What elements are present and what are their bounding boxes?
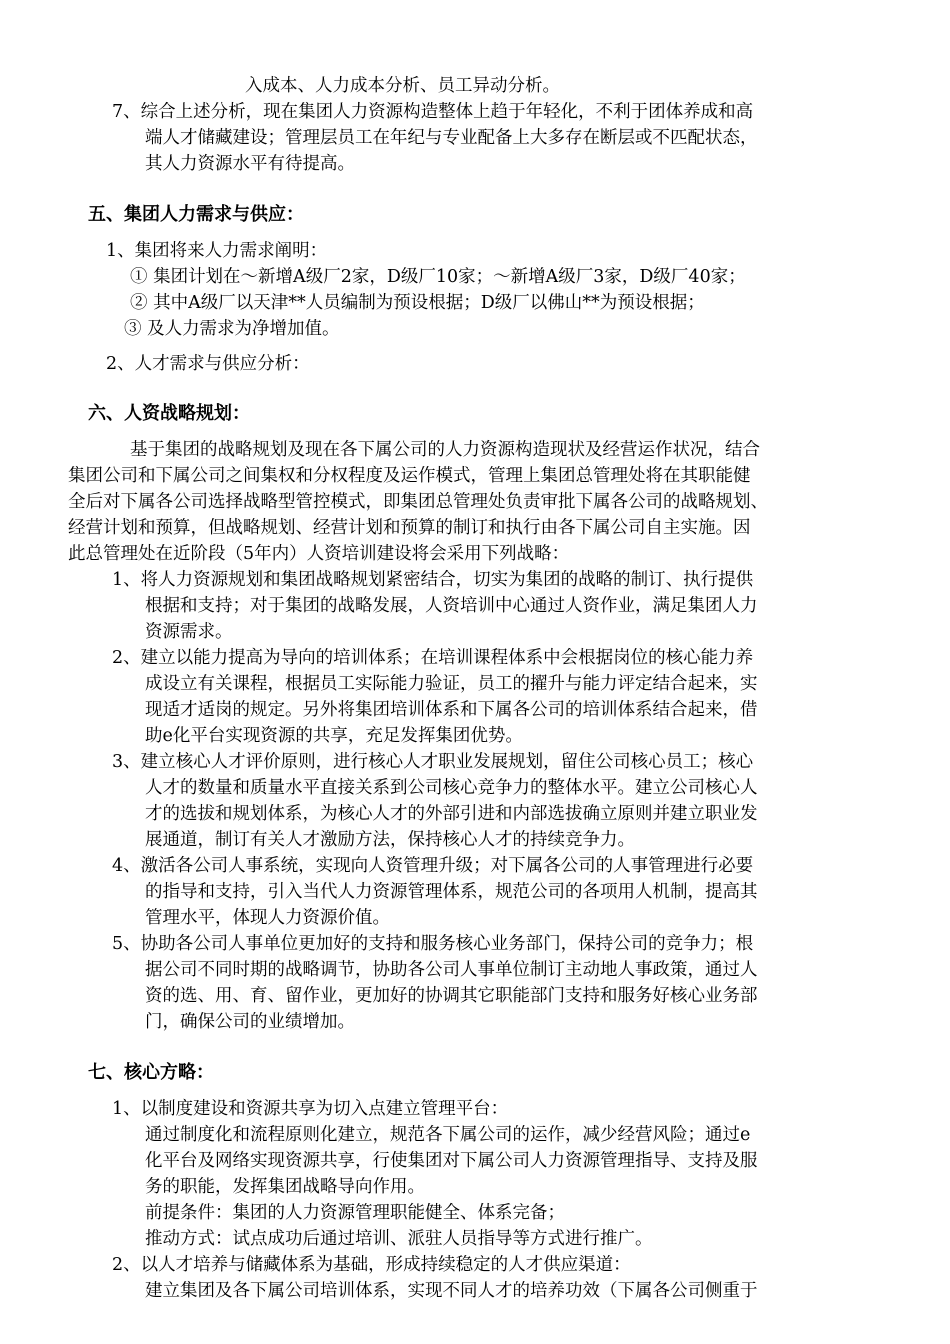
list-item-7: 7、综合上述分析，现在集团人力资源构造整体上趋于年轻化，不利于团体养成和高 [112, 102, 754, 122]
list-item-cont: 据公司不同时期的战略调节，协助各公司人事单位制订主动地人事政策，通过人 [145, 960, 758, 980]
list-item-cont: 的指导和支持，引入当代人力资源管理体系，规范公司的各项用人机制，提高其 [145, 882, 758, 902]
list-item-cont: 成设立有关课程，根据员工实际能力验证，员工的擢升与能力评定结合起来，实 [145, 674, 758, 694]
list-item-cont: 资的选、用、育、留作业，更加好的协调其它职能部门支持和服务好核心业务部 [145, 986, 758, 1006]
paragraph-line: 建立集团及各下属公司培训体系，实现不同人才的培养功效（下属各公司侧重于 [145, 1281, 758, 1301]
list-item-cont: 门，确保公司的业绩增加。 [145, 1012, 355, 1032]
list-item: 1、集团将来人力需求阐明： [106, 241, 328, 261]
list-item-1: 1、以制度建设和资源共享为切入点建立管理平台： [112, 1099, 509, 1119]
paragraph-line: 基于集团的战略规划及现在各下属公司的人力资源构造现状及经营运作状况，结合 [130, 440, 760, 460]
paragraph-line: 化平台及网络实现资源共享，行使集团对下属公司人力资源管理指导、支持及服 [145, 1151, 758, 1171]
section-heading-7: 七、核心方略： [88, 1062, 214, 1083]
paragraph-line: 务的职能，发挥集团战略导向作用。 [145, 1177, 425, 1197]
paragraph-line: 集团公司和下属公司之间集权和分权程度及运作模式，管理上集团总管理处将在其职能健 [68, 466, 751, 486]
section-heading-6: 六、人资战略规划： [88, 403, 250, 424]
section-heading-5: 五、集团人力需求与供应： [88, 204, 304, 225]
list-item-cont: 展通道，制订有关人才激励方法，保持核心人才的持续竞争力。 [145, 830, 635, 850]
list-item-4: 4、激活各公司人事系统，实现向人资管理升级；对下属各公司的人事管理进行必要 [112, 856, 754, 876]
list-item-cont: 管理水平，体现人力资源价值。 [145, 908, 390, 928]
list-item-cont: 人才的数量和质量水平直接关系到公司核心竞争力的整体水平。建立公司核心人 [145, 778, 758, 798]
list-item-7-cont: 端人才储藏建设；管理层员工在年纪与专业配备上大多存在断层或不匹配状态， [145, 128, 758, 148]
paragraph-line: 前提条件：集团的人力资源管理职能健全、体系完备； [145, 1203, 565, 1223]
paragraph-line: 此总管理处在近阶段（5年内）人资培训建设将会采用下列战略： [68, 544, 570, 564]
list-item-2: 2、建立以能力提高为导向的培训体系；在培训课程体系中会根据岗位的核心能力养 [112, 648, 754, 668]
list-item-2: 2、以人才培养与储藏体系为基础，形成持续稳定的人才供应渠道： [112, 1255, 631, 1275]
list-item-cont: 资源需求。 [145, 622, 233, 642]
list-item-cont: 才的选拔和规划体系，为核心人才的外部引进和内部选拔确立原则并建立职业发 [145, 804, 758, 824]
list-item-cont: 助e化平台实现资源的共享，充足发挥集团优势。 [145, 726, 523, 746]
paragraph-line: 入成本、人力成本分析、员工异动分析。 [245, 76, 560, 96]
list-item-cont: 根据和支持；对于集团的战略发展，人资培训中心通过人资作业，满足集团人力 [145, 596, 758, 616]
list-item-1: 1、将人力资源规划和集团战略规划紧密结合，切实为集团的战略的制订、执行提供 [112, 570, 754, 590]
paragraph-line: 通过制度化和流程原则化建立，规范各下属公司的运作，减少经营风险；通过e [145, 1125, 751, 1145]
paragraph-line: 经营计划和预算，但战略规划、经营计划和预算的制订和执行由各下属公司自主实施。因 [68, 518, 751, 538]
list-item-cont: 现适才适岗的规定。另外将集团培训体系和下属各公司的培训体系结合起来，借 [145, 700, 758, 720]
sub-item: ① 集团计划在～新增A级厂2家，D级厂10家；～新增A级厂3家，D级厂40家； [130, 267, 746, 287]
paragraph-line: 全后对下属各公司选择战略型管控模式，即集团总管理处负责审批下属各公司的战略规划、 [68, 492, 768, 512]
list-item-3: 3、建立核心人才评价原则，进行核心人才职业发展规划，留住公司核心员工；核心 [112, 752, 754, 772]
list-item-5: 5、协助各公司人事单位更加好的支持和服务核心业务部门，保持公司的竞争力；根 [112, 934, 754, 954]
sub-item: ③ 及人力需求为净增加值。 [124, 319, 340, 339]
list-item: 2、人才需求与供应分析： [106, 354, 310, 374]
list-item-7-cont: 其人力资源水平有待提高。 [145, 154, 355, 174]
paragraph-line: 推动方式：试点成功后通过培训、派驻人员指导等方式进行推广。 [145, 1229, 653, 1249]
sub-item: ② 其中A级厂以天津**人员编制为预设根据；D级厂以佛山**为预设根据； [130, 293, 705, 313]
